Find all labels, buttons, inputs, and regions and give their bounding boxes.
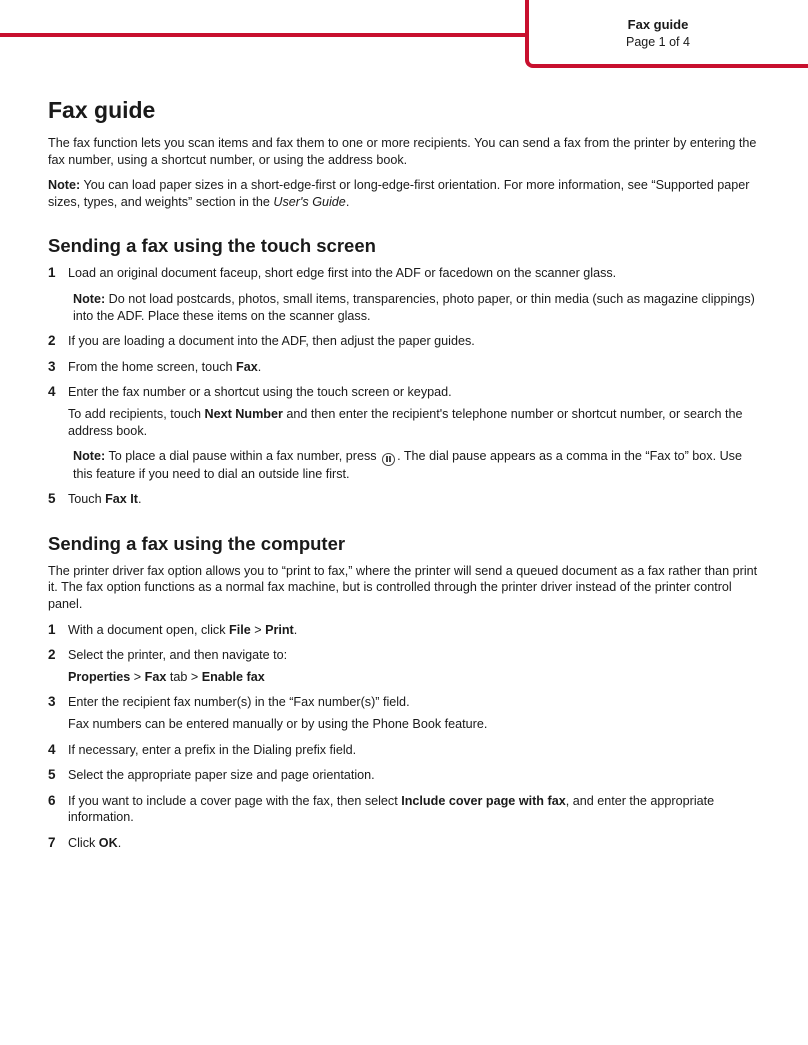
note-label: Note: (73, 291, 106, 306)
header-tab (525, 0, 808, 68)
intro-paragraph: The fax function lets you scan items and fax them to one or more recipients. You can send a fax from the printer by entering the fax number, using a shortcut number, or using the address book. (48, 136, 757, 167)
step-note (73, 291, 764, 324)
list-item (48, 622, 764, 639)
step-number: 3 (48, 358, 56, 374)
pause-icon (382, 453, 395, 466)
header-rule (0, 33, 528, 37)
ui-label: Enable fax (201, 669, 265, 684)
list-item (48, 694, 764, 732)
step-text (68, 359, 764, 376)
ui-label: Include cover page with fax (401, 793, 566, 808)
step-text (68, 491, 764, 508)
step-number: 5 (48, 491, 56, 507)
step-text-part: tab > (166, 669, 202, 684)
step-number: 5 (48, 767, 56, 783)
note-text: . The dial pause appears as a comma in the “Fax to” box. Use this feature if you need to dial an outside line first. (73, 449, 742, 481)
ui-label: Fax It (105, 492, 139, 507)
step-text (68, 622, 764, 639)
step-number: 7 (48, 834, 56, 850)
list-item (48, 835, 764, 852)
intro-note (48, 177, 764, 210)
step-text-part: and then enter the recipient's telephone number or shortcut number, or search the address book. (68, 406, 743, 438)
step-text-part: > (250, 622, 266, 637)
step-text: Select the appropriate paper size and page orientation. (68, 768, 375, 783)
step-subtext: Fax numbers can be entered manually or by using the Phone Book feature. (68, 716, 488, 731)
section-intro: The printer driver fax option allows you to “print to fax,” where the printer will send a queued document as a fax rather than print it. The fax option functions as a normal fax machine, but is controlled through the printer driver instead of the printer control panel. (48, 563, 758, 611)
step-number: 4 (48, 741, 56, 757)
step-text-part: , and enter the appropriate information. (68, 793, 715, 825)
step-text (68, 694, 764, 732)
ui-label: Properties (68, 669, 131, 684)
navigation-path (68, 669, 764, 686)
step-main-text: Select the printer, and then navigate to: (68, 648, 288, 663)
step-text-part: . (293, 622, 298, 637)
step-text (68, 647, 764, 685)
step-number: 2 (48, 647, 56, 663)
step-text-part: > (130, 669, 145, 684)
step-text-part: With a document open, click (68, 622, 229, 637)
step-text-part: To add recipients, touch (68, 406, 205, 421)
ui-label: OK (98, 835, 118, 850)
header-title: Fax guide (627, 17, 689, 32)
step-number: 6 (48, 792, 56, 808)
list-item (48, 767, 764, 784)
step-text (68, 835, 764, 852)
ui-label: File (229, 622, 251, 637)
list-item (48, 265, 764, 282)
list-item (48, 359, 764, 376)
step-text: If you are loading a document into the ADF, then adjust the paper guides. (68, 334, 475, 349)
step-number: 1 (48, 265, 56, 281)
note-label: Note: (48, 178, 81, 193)
step-text: Load an original document faceup, short edge first into the ADF or facedown on the scanner glass. (68, 266, 617, 281)
note-end: . (345, 194, 350, 209)
ui-label: Fax (144, 669, 167, 684)
note-text: Do not load postcards, photos, small items, transparencies, photo paper, or thin media (such as magazine clippings) into the ADF. Place these items on the scanner glass. (73, 291, 755, 323)
step-text-part: . (257, 359, 262, 374)
step-text-part: From the home screen, touch (68, 359, 236, 374)
step-number: 1 (48, 621, 56, 637)
ui-label: Next Number (204, 406, 283, 421)
ui-label: Fax (236, 359, 258, 374)
note-text: To place a dial pause within a fax number, press (105, 449, 381, 464)
page-title: Fax guide (48, 97, 156, 123)
note-text: You can load paper sizes in a short-edge-first or long-edge-first orientation. For more information, see “Supported paper sizes, types, and weights” section in the (48, 178, 750, 209)
step-main-text: Enter the fax number or a shortcut using the touch screen or keypad. (68, 385, 452, 400)
step-text (68, 384, 764, 439)
step-text: If necessary, enter a prefix in the Dialing prefix field. (68, 742, 357, 757)
page-number: Page 1 of 4 (626, 35, 690, 49)
list-item (48, 384, 764, 439)
step-text-part: If you want to include a cover page with the fax, then select (68, 793, 402, 808)
list-item (48, 793, 764, 826)
section-heading-touch: Sending a fax using the touch screen (48, 235, 376, 257)
list-item (48, 491, 764, 508)
step-text-part: . (117, 835, 122, 850)
note-label: Note: (73, 449, 106, 464)
step-number: 2 (48, 333, 56, 349)
list-item (48, 647, 764, 685)
list-item (48, 333, 764, 350)
step-subtext (68, 406, 764, 439)
step-note (73, 448, 764, 482)
step-main-text: Enter the recipient fax number(s) in the “Fax number(s)” field. (68, 695, 410, 710)
step-text-part: Click (68, 835, 99, 850)
step-text-part: Touch (68, 492, 106, 507)
step-text (68, 793, 764, 826)
list-item (48, 742, 764, 759)
step-text-part: . (138, 492, 142, 507)
section-heading-computer: Sending a fax using the computer (48, 532, 346, 554)
step-number: 3 (48, 694, 56, 710)
document-body (48, 95, 764, 861)
ui-label: Print (265, 622, 294, 637)
step-number: 4 (48, 384, 56, 400)
users-guide-ref: User's Guide (273, 194, 346, 209)
